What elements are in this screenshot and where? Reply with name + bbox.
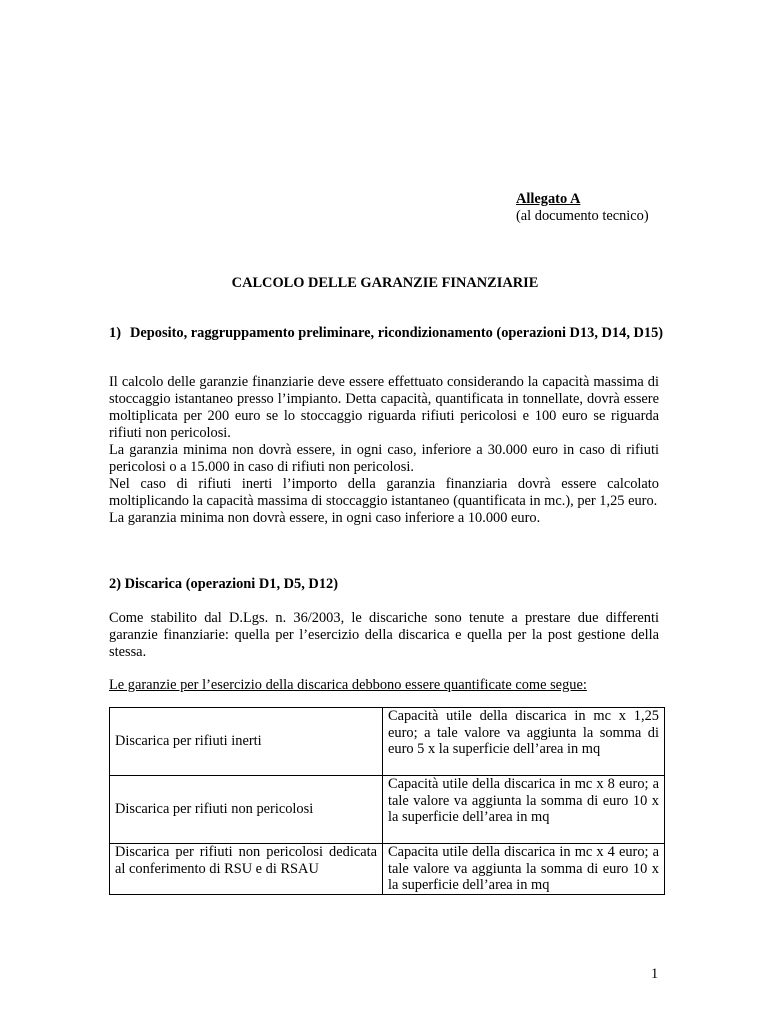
document-title: CALCOLO DELLE GARANZIE FINANZIARIE xyxy=(231,275,539,291)
section1-number: 1) xyxy=(109,325,121,341)
guarantee-rule-cell: Capacita utile della discarica in mc x 4 euro; a tale valore va aggiunta la somma di euro 10 x la superficie dell’area in mq xyxy=(383,844,665,895)
table-row xyxy=(110,776,665,844)
section1-body xyxy=(109,374,659,527)
landfill-type-cell: Discarica per rifiuti non pericolosi dedicata al conferimento di RSU e di RSAU xyxy=(110,844,383,895)
section2-heading: 2) Discarica (operazioni D1, D5, D12) xyxy=(109,576,339,592)
annex-header xyxy=(516,191,716,225)
section1-paragraph: Nel caso di rifiuti inerti l’importo della garanzia finanziaria dovrà essere calcolato moltiplicando la capacità massima di stoccaggio istantaneo (quantificata in mc.), per 1,25 euro. xyxy=(109,476,659,509)
section1-paragraph: La garanzia minima non dovrà essere, in ogni caso, inferiore a 30.000 euro in caso di rifiuti pericolosi o a 15.000 in caso di rifiuti non pericolosi. xyxy=(109,442,659,475)
section2-paragraph: Come stabilito dal D.Lgs. n. 36/2003, le discariche sono tenute a prestare due differenti garanzie finanziarie: quella per l’esercizio della discarica e quella per la post gestione della stessa. xyxy=(109,610,659,660)
guarantee-rule-cell: Capacità utile della discarica in mc x 1,25 euro; a tale valore va aggiunta la somma di euro 5 x la superficie dell’area in mq xyxy=(383,708,665,776)
section1-paragraph: Il calcolo delle garanzie finanziarie deve essere effettuato considerando la capacità massima di stoccaggio istantaneo presso l’impianto. Detta capacità, quantificata in tonnellate, dovrà essere moltiplicata per 200 euro se lo stoccaggio riguarda rifiuti pericolosi e 100 euro se riguarda rifiuti non pericolosi. xyxy=(109,374,659,441)
landfill-type-cell: Discarica per rifiuti non pericolosi xyxy=(110,776,383,844)
section1-heading xyxy=(109,325,669,342)
table-row xyxy=(110,708,665,776)
guarantee-rule-cell: Capacità utile della discarica in mc x 8 euro; a tale valore va aggiunta la somma di euro 10 x la superficie dell’area in mq xyxy=(383,776,665,844)
landfill-type-cell: Discarica per rifiuti inerti xyxy=(110,708,383,776)
annex-subtitle: (al documento tecnico) xyxy=(516,208,649,224)
table-intro: Le garanzie per l’esercizio della discarica debbono essere quantificate come segue: xyxy=(109,677,587,693)
guarantees-table xyxy=(109,707,665,895)
table-row xyxy=(110,844,665,895)
page-number: 1 xyxy=(651,966,659,982)
annex-title: Allegato A xyxy=(516,191,581,207)
section1-paragraph: La garanzia minima non dovrà essere, in ogni caso inferiore a 10.000 euro. xyxy=(109,510,541,526)
section1-heading-text: Deposito, raggruppamento preliminare, ricondizionamento (operazioni D13, D14, D15) xyxy=(130,325,664,341)
